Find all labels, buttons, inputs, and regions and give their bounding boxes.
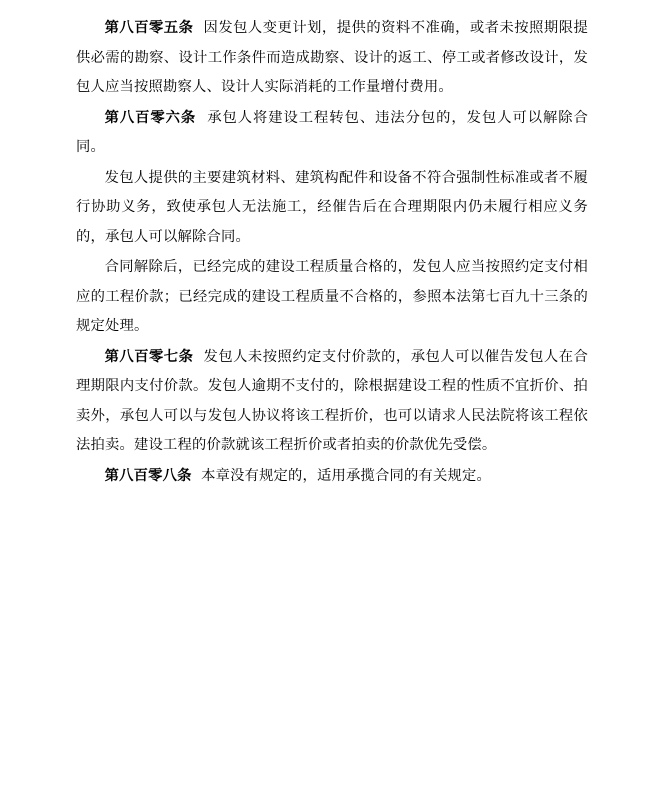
article-text: 发包人提供的主要建筑材料、建筑构配件和设备不符合强制性标准或者不履行协助义务，致使承包人无法施工，经催告后在合理期限内仍未履行相应义务的，承包人可以解除合同。 bbox=[76, 169, 588, 245]
article-label: 第八百零七条 bbox=[104, 348, 194, 365]
article-label: 第八百零八条 bbox=[104, 467, 192, 484]
article-text: 承包人将建设工程转包、违法分包的，发包人可以解除合同。 bbox=[76, 109, 588, 155]
paragraph-article-806-p3 bbox=[76, 253, 588, 342]
paragraph-article-806-p2 bbox=[76, 164, 588, 253]
article-text: 本章没有规定的，适用承揽合同的有关规定。 bbox=[201, 467, 492, 484]
paragraph-article-807 bbox=[76, 343, 588, 461]
article-text: 因发包人变更计划，提供的资料不准确，或者未按照期限提供必需的勘察、设计工作条件而造成勘察、设计的返工、停工或者修改设计，发包人应当按照勘察人、设计人实际消耗的工作量增付费用。 bbox=[76, 20, 589, 95]
article-label: 第八百零六条 bbox=[104, 109, 197, 126]
paragraph-article-808 bbox=[76, 462, 588, 492]
article-text: 发包人未按照约定支付价款的，承包人可以催告发包人在合理期限内支付价款。发包人逾期不支付的，除根据建设工程的性质不宜折价、拍卖外，承包人可以与发包人协议将该工程折价，也可以请求人民法院将该工程依法拍卖。建设工程的价款就该工程折价或者拍卖的价款优先受偿。 bbox=[76, 348, 589, 453]
paragraph-article-805 bbox=[76, 14, 588, 103]
article-text: 合同解除后，已经完成的建设工程质量合格的，发包人应当按照约定支付相应的工程价款；已经完成的建设工程质量不合格的，参照本法第七百九十三条的规定处理。 bbox=[76, 259, 588, 334]
article-label: 第八百零五条 bbox=[104, 20, 194, 36]
paragraph-article-806 bbox=[76, 104, 588, 163]
